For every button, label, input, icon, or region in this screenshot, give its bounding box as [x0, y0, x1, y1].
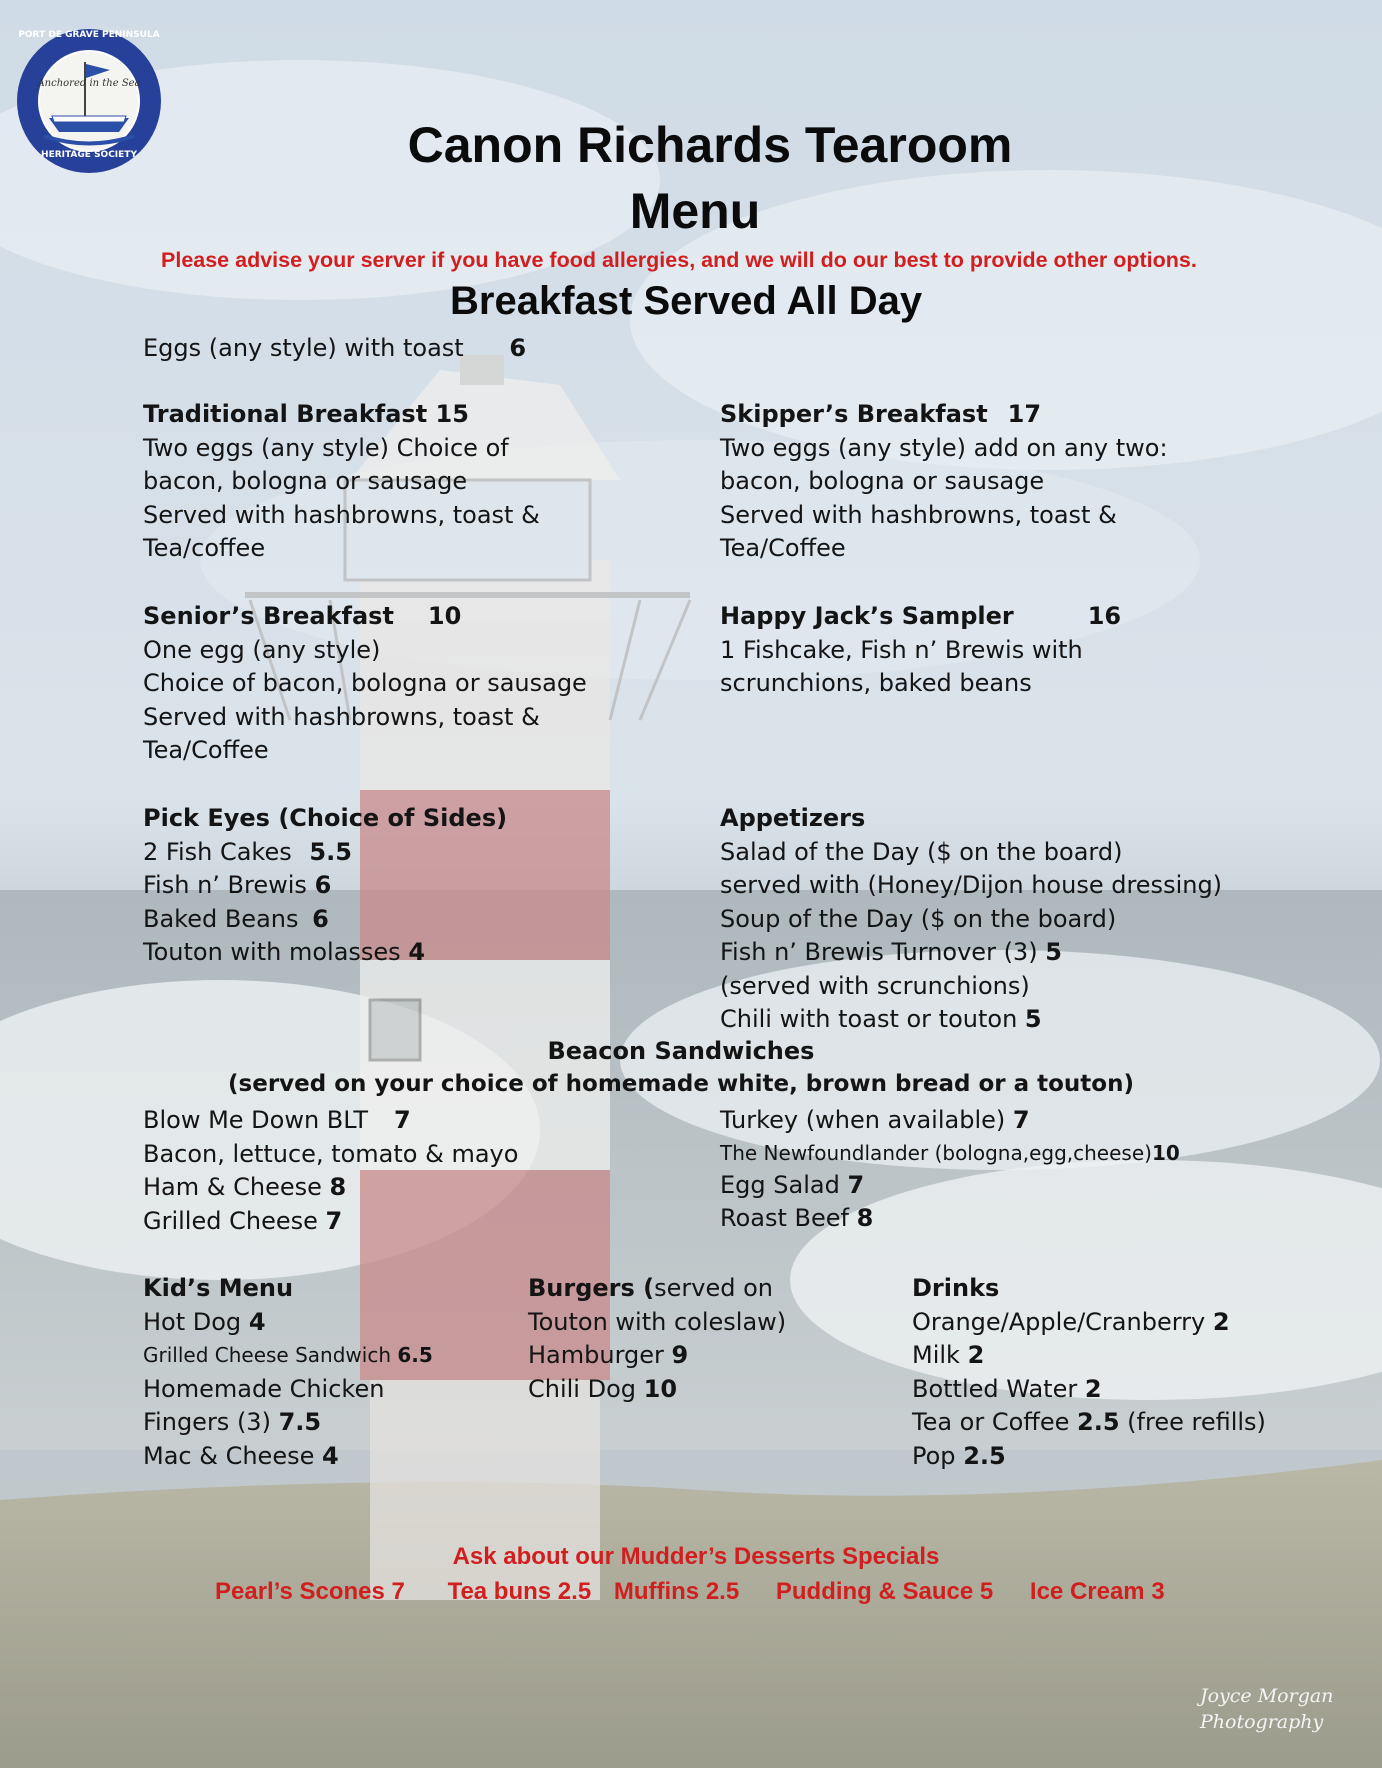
- desserts-list: [215, 1578, 1165, 1606]
- appetizer-line: Soup of the Day ($ on the board): [720, 904, 1117, 933]
- burgers-heading: Burgers (: [528, 1274, 655, 1302]
- list-item: Roast Beef 8: [720, 1204, 874, 1232]
- skipper-line: Two eggs (any style) add on any two:: [720, 433, 1168, 462]
- skipper-line: Tea/Coffee: [720, 534, 846, 562]
- eggs-item-name: Eggs (any style) with toast: [143, 334, 464, 362]
- skipper-line: Served with hashbrowns, toast &: [720, 500, 1117, 529]
- list-item: Bacon, lettuce, tomato & mayo: [143, 1139, 519, 1168]
- list-item: 2 Fish Cakes 5.5: [143, 837, 352, 866]
- appetizer-line: Chili with toast or touton 5: [720, 1005, 1042, 1033]
- skipper-name: Skipper’s Breakfast: [720, 400, 988, 428]
- list-item: Egg Salad 7: [720, 1170, 865, 1199]
- appetizers-section: [720, 802, 1222, 1037]
- happy-jack-name: Happy Jack’s Sampler: [720, 602, 1014, 630]
- allergy-notice: Please advise your server if you have food allergies, and we will do our best to provide other options.: [161, 248, 1197, 272]
- list-item: Touton with molasses 4: [143, 938, 426, 966]
- drinks-heading: Drinks: [912, 1274, 1000, 1302]
- sandwiches-subheading: (served on your choice of homemade white, brown bread or a touton): [228, 1071, 1134, 1097]
- happy-jack-line: scrunchions, baked beans: [720, 669, 1032, 697]
- list-item: Blow Me Down BLT 7: [143, 1106, 411, 1134]
- skipper-line: bacon, bologna or sausage: [720, 467, 1045, 495]
- photo-credit-line2: Photography: [1200, 1711, 1324, 1733]
- list-item: Grilled Cheese 7: [143, 1206, 343, 1235]
- appetizers-heading: Appetizers: [720, 804, 866, 832]
- list-item: Grilled Cheese Sandwich 6.5: [143, 1343, 433, 1367]
- pick-eyes-section: [143, 802, 507, 970]
- senior-name: Senior’s Breakfast: [143, 602, 394, 630]
- list-item: Bottled Water 2: [912, 1374, 1102, 1403]
- happy-jack-price: 16: [1087, 602, 1122, 630]
- traditional-line: Tea/coffee: [143, 534, 266, 562]
- list-item: Ham & Cheese 8: [143, 1173, 347, 1201]
- eggs-item-price: 6: [509, 334, 527, 362]
- traditional-line: Two eggs (any style) Choice of: [143, 433, 509, 462]
- eggs-item: [143, 331, 526, 365]
- list-item: Ice Cream 3: [1029, 1578, 1165, 1605]
- menu-title-line1: Canon Richards Tearoom: [407, 117, 1013, 173]
- logo-ring-text-bottom: HERITAGE SOCIETY: [41, 150, 137, 160]
- list-item: Touton with coleslaw): [528, 1307, 787, 1336]
- breakfast-heading: Breakfast Served All Day: [450, 279, 923, 323]
- sandwiches-heading: Beacon Sandwiches: [547, 1037, 815, 1065]
- traditional-name: Traditional Breakfast: [143, 400, 428, 428]
- menu-title-line2: Menu: [629, 183, 761, 239]
- senior-line: Tea/Coffee: [143, 736, 269, 764]
- skipper-price: 17: [1007, 400, 1042, 428]
- list-item: Hot Dog 4: [143, 1307, 266, 1336]
- desserts-heading: Ask about our Mudder’s Desserts Specials: [452, 1543, 940, 1570]
- list-item: Baked Beans 6: [143, 904, 329, 933]
- pick-eyes-heading: Pick Eyes (Choice of Sides): [143, 804, 508, 832]
- kids-heading: Kid’s Menu: [143, 1274, 294, 1302]
- appetizer-line: (served with scrunchions): [720, 971, 1030, 1000]
- list-item: Orange/Apple/Cranberry 2: [912, 1307, 1230, 1336]
- list-item: Chili Dog 10: [528, 1374, 678, 1403]
- logo-ring-text-top-visible: PORT DE GRAVE PENINSULA: [18, 30, 160, 40]
- list-item: Tea buns 2.5: [447, 1578, 592, 1605]
- traditional-line: Served with hashbrowns, toast &: [143, 500, 540, 529]
- happy-jacks-sampler: [720, 600, 1121, 701]
- list-item: Fingers (3) 7.5: [143, 1408, 322, 1436]
- list-item: Turkey (when available) 7: [720, 1106, 1030, 1134]
- kids-menu-section: [143, 1272, 433, 1473]
- photo-credit-line1: Joyce Morgan: [1200, 1685, 1334, 1707]
- list-item: Pudding & Sauce 5: [775, 1578, 994, 1605]
- list-item: Mac & Cheese 4: [143, 1441, 339, 1470]
- senior-line: Choice of bacon, bologna or sausage: [143, 669, 587, 697]
- appetizer-line: Fish n’ Brewis Turnover (3) 5: [720, 938, 1062, 966]
- logo-motto: Anchored in the Sea: [37, 78, 141, 89]
- list-item: Muffins 2.5: [613, 1578, 740, 1605]
- senior-line: Served with hashbrowns, toast &: [143, 702, 540, 731]
- list-item: Pop 2.5: [912, 1441, 1006, 1470]
- drinks-section: [912, 1272, 1266, 1473]
- traditional-line: bacon, bologna or sausage: [143, 467, 468, 495]
- photo-credit: [1200, 1683, 1333, 1735]
- list-item: The Newfoundlander (bologna,egg,cheese)10: [720, 1140, 1180, 1165]
- list-item: Pearl’s Scones 7: [215, 1578, 405, 1605]
- list-item: Milk 2: [912, 1341, 985, 1369]
- appetizer-line: Salad of the Day ($ on the board): [720, 837, 1123, 866]
- appetizer-line: served with (Honey/Dijon house dressing): [720, 871, 1223, 899]
- seniors-breakfast: [143, 600, 587, 768]
- list-item: Hamburger 9: [528, 1341, 689, 1369]
- skippers-breakfast: [720, 398, 1168, 566]
- senior-price: 10: [427, 602, 462, 630]
- traditional-price: 15: [435, 400, 469, 428]
- traditional-breakfast: [143, 398, 540, 566]
- senior-line: One egg (any style): [143, 635, 381, 664]
- sandwiches-left: [143, 1104, 518, 1238]
- burgers-section: Burgers (served on Touton with coleslaw) Hamburger 9 Chili Dog 10: [528, 1272, 786, 1406]
- list-item: Homemade Chicken: [143, 1374, 385, 1403]
- sandwiches-right: [720, 1104, 1180, 1236]
- list-item: Tea or Coffee 2.5 (free refills): [912, 1408, 1266, 1436]
- happy-jack-line: 1 Fishcake, Fish n’ Brewis with: [720, 635, 1083, 664]
- list-item: Fish n’ Brewis 6: [143, 871, 332, 899]
